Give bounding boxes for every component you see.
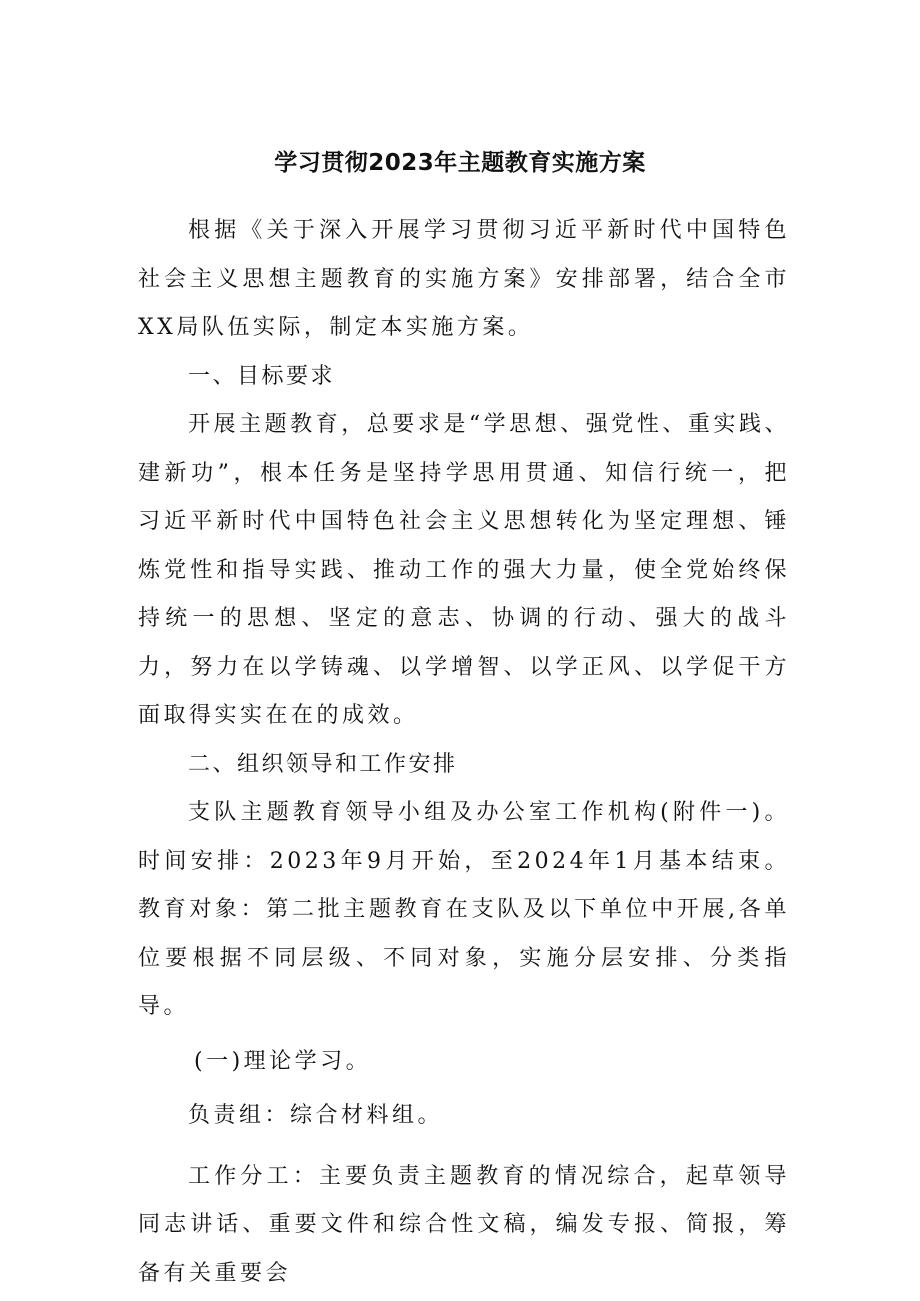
organization-paragraph: 支队主题教育领导小组及办公室工作机构(附件一)。时间安排：2023年9月开始，至2024年1月基本结束。教育对象：第二批主题教育在支队及以下单位中开展,各单位要根据不同层级、不同对象，实施分层安排、分类指导。 xyxy=(138,800,790,1019)
responsible-group-line: 负责组：综合材料组。 xyxy=(188,1103,444,1128)
document-body xyxy=(138,207,790,1298)
document-title: 学习贯彻2023年主题教育实施方案 xyxy=(274,150,646,176)
section-heading-organization: 二、组织领导和工作安排 xyxy=(188,751,458,777)
section-heading-goals: 一、目标要求 xyxy=(188,363,336,389)
work-division-paragraph: 工作分工：主要负责主题教育的情况综合，起草领导同志讲话、重要文件和综合性文稿，编发专报、简报，筹备有关重要会 xyxy=(138,1163,790,1286)
intro-paragraph: 根据《关于深入开展学习贯彻习近平新时代中国特色社会主义思想主题教育的实施方案》安排部署，结合全市XX局队伍实际，制定本实施方案。 xyxy=(138,218,790,340)
subsection-heading-theory-study: (一)理论学习。 xyxy=(194,1048,372,1074)
goals-paragraph: 开展主题教育，总要求是“学思想、强党性、重实践、建新功”，根本任务是坚持学思用贯通、知信行统一，把习近平新时代中国特色社会主义思想转化为坚定理想、锤炼党性和指导实践、推动工作的强大力量，使全党始终保持统一的思想、坚定的意志、协调的行动、强大的战斗力，努力在以学铸魂、以学增智、以学正风、以学促干方面取得实实在在的成效。 xyxy=(138,412,790,728)
